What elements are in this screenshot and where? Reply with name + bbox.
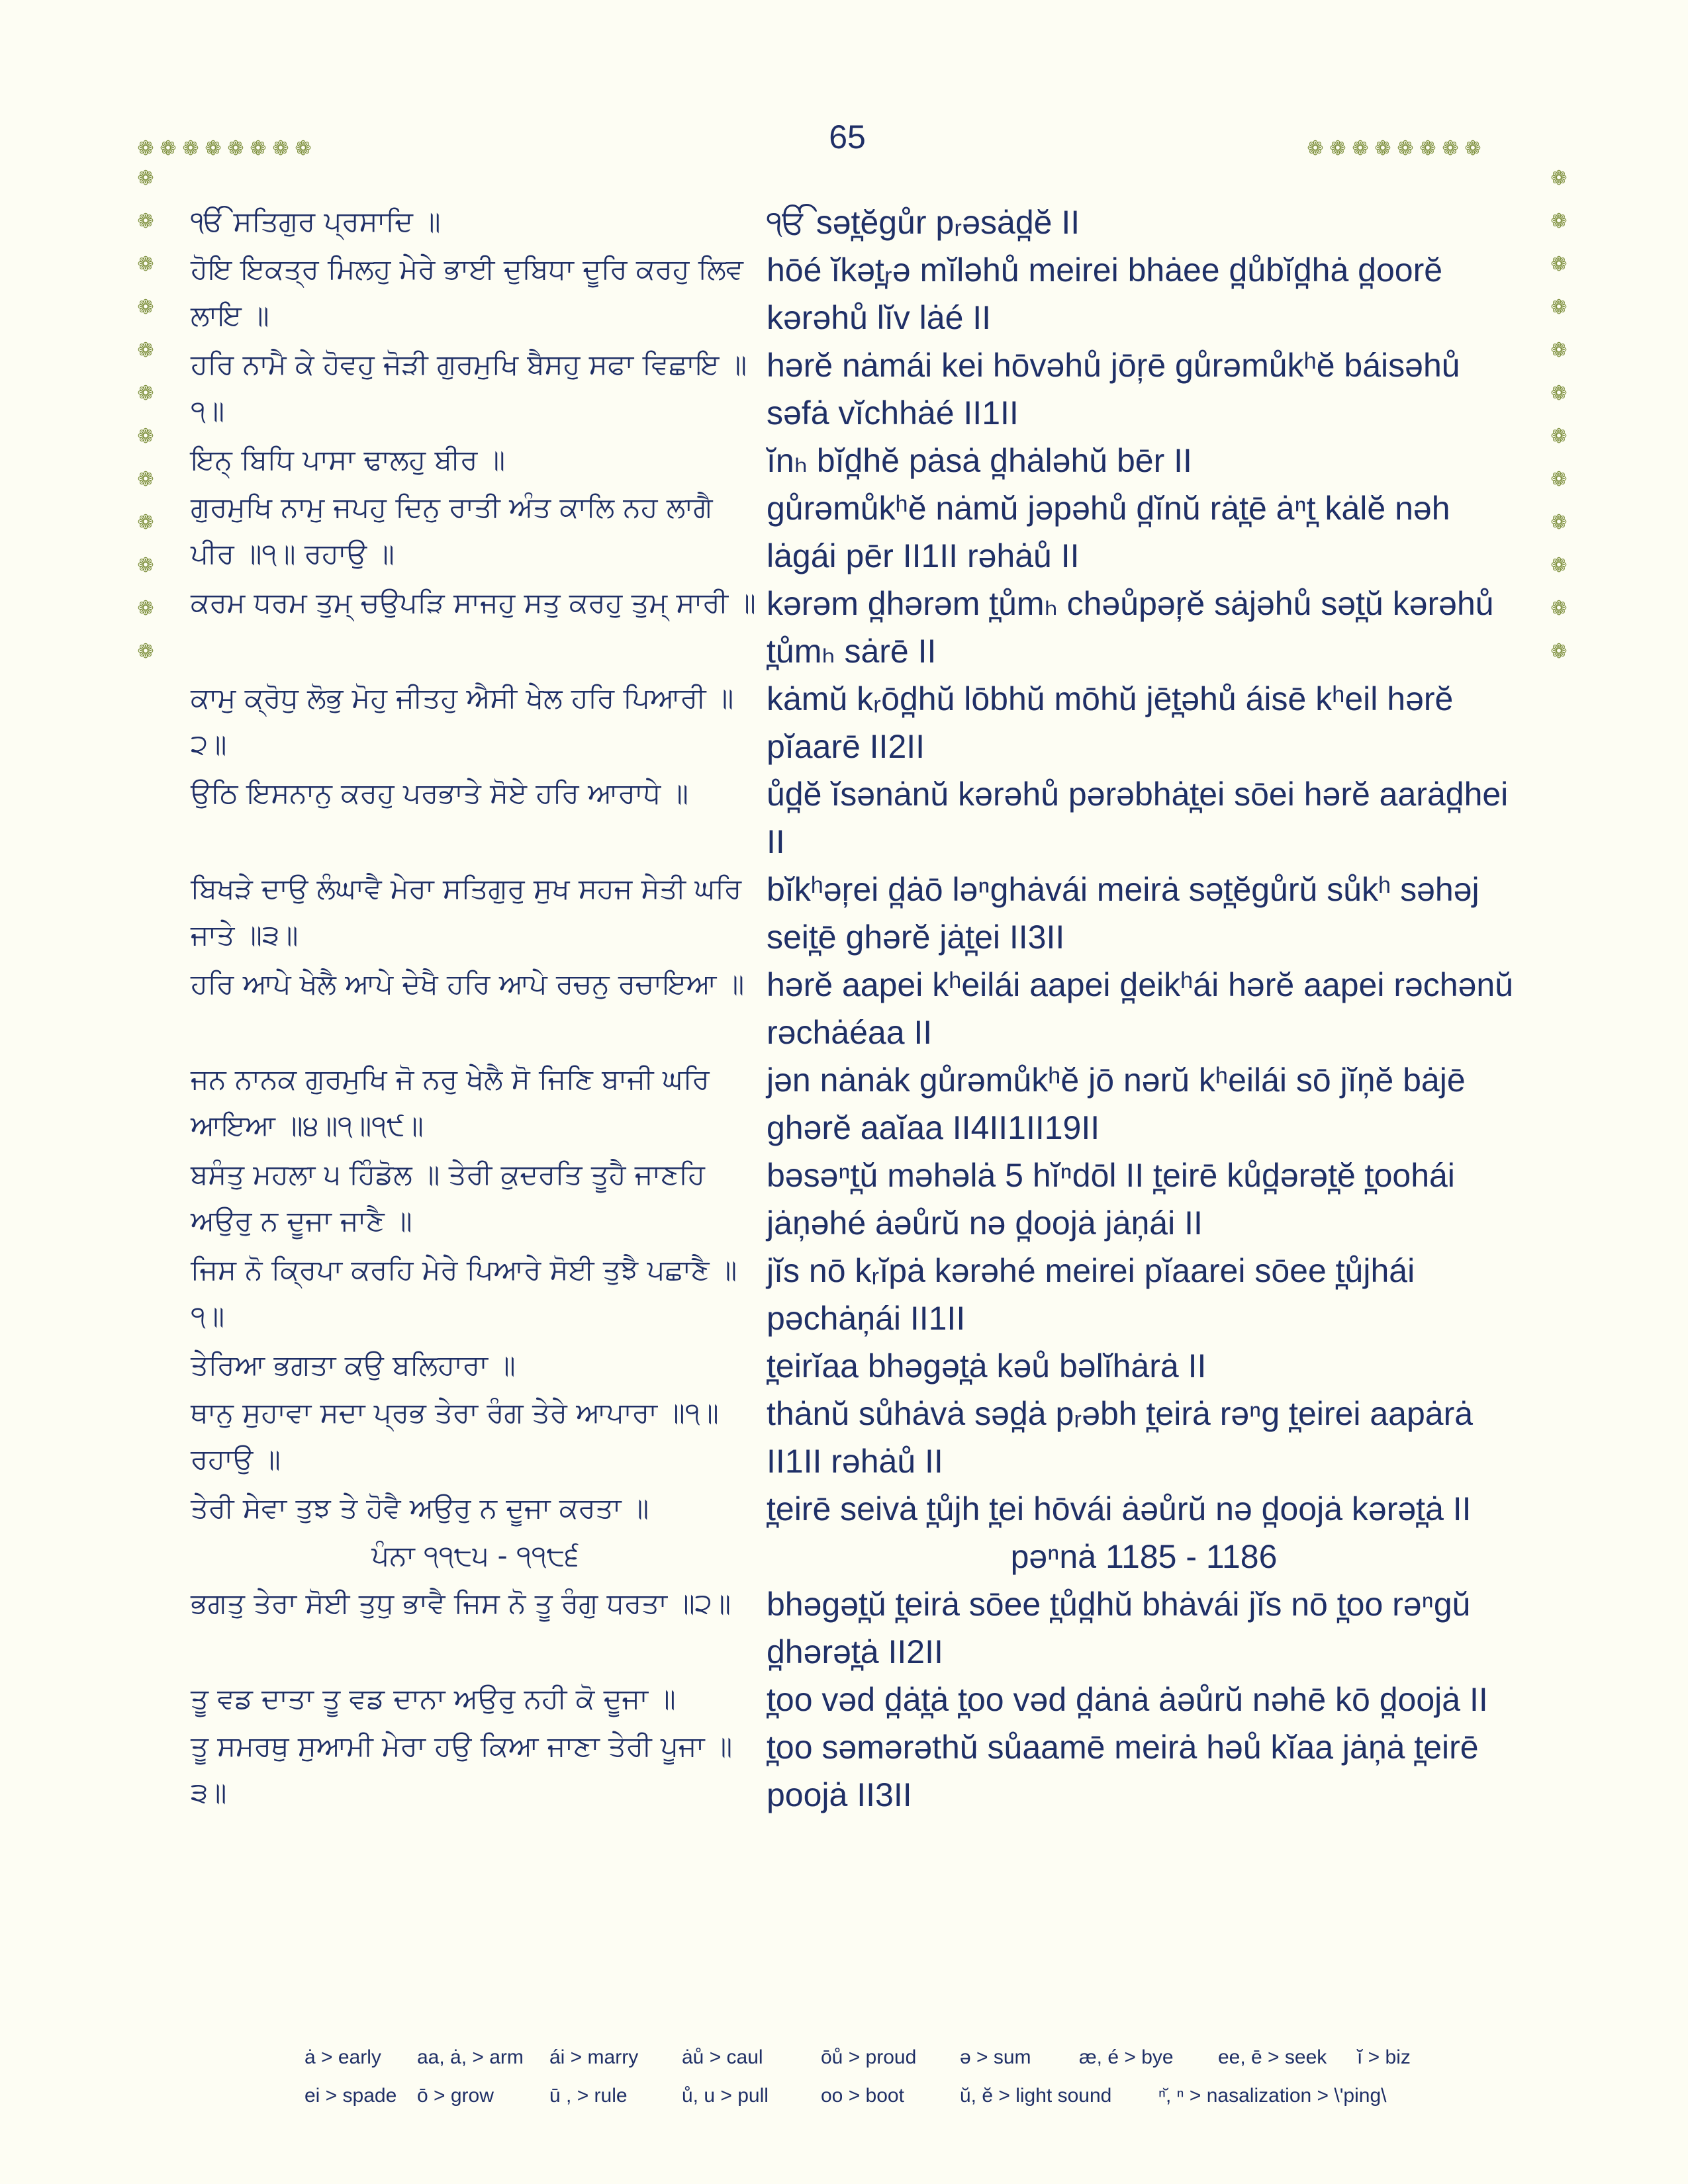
gurmukhi-text: ਥਾਨੁ ਸੁਹਾਵਾ ਸਦਾ ਪ੍ਰਭ ਤੇਰਾ ਰੰਗ ਤੇਰੇ ਆਪਾਰਾ ॥੧॥ ਰਹਾਉ ॥ <box>191 1396 719 1475</box>
verse-row <box>191 437 1521 484</box>
transliteration-text: bhəgət̪ŭ t̪eirȧ sōee t̪ůd̪hŭ bhȧvái jĭs nō t̪oo rəⁿgŭ d̪hərət̪ȧ II2II <box>767 1586 1471 1670</box>
verse-row <box>191 1485 1521 1533</box>
gurmukhi-text: ਹੋਇ ਇਕਤ੍ਰ ਮਿਲਹੁ ਮੇਰੇ ਭਾਈ ਦੁਬਿਧਾ ਦੂਰਿ ਕਰਹੁ ਲਿਵ ਲਾਇ ॥ <box>191 253 743 332</box>
flower-icon: ❁ <box>137 468 154 491</box>
transliteration-text: t̪oo səmərəthŭ sůaamē meirȧ həů kĭaa jȧņȧ t̪eirē poojȧ II3II <box>767 1729 1479 1813</box>
transliteration-text: bəsəⁿt̪ŭ məhəlȧ 5 hĭⁿdōl II t̪eirē kůd̪ərət̪ĕ t̪oohái jȧņəhé ȧəůrŭ nə d̪oojȧ jȧņái II <box>767 1157 1455 1242</box>
verse-row <box>191 1056 1521 1152</box>
verse-row <box>191 675 1521 770</box>
flower-icon: ❁ <box>205 137 222 160</box>
legend-item: ei > spade <box>305 2085 397 2107</box>
flower-icon: ❁ <box>250 137 267 160</box>
flower-icon: ❁ <box>1550 640 1568 663</box>
legend-item: ōů > proud <box>821 2046 917 2068</box>
legend-item: ȧů > caul <box>682 2046 763 2068</box>
transliteration-text: t̪eirē seivȧ t̪ůjh t̪ei hōvái ȧəůrŭ nə d̪oojȧ kərət̪ȧ II <box>767 1490 1472 1527</box>
flower-icon: ❁ <box>137 554 154 577</box>
gurmukhi-text: ਇਨ੍ ਬਿਧਿ ਪਾਸਾ ਢਾਲਹੁ ਬੀਰ ॥ <box>191 443 506 476</box>
transliteration-text: kərəm d̪hərəm t̪ůmₕ chəůpəŗĕ sȧjəhů sət̪ŭ kərəhů t̪ůmₕ sȧrē II <box>767 585 1494 670</box>
verse-row <box>191 1152 1521 1247</box>
legend-item: ĭ > biz <box>1357 2046 1411 2068</box>
gurmukhi-text: ਜਨ ਨਾਨਕ ਗੁਰਮੁਖਿ ਜੋ ਨਰੁ ਖੇਲੈ ਸੋ ਜਿਣਿ ਬਾਜੀ ਘਰਿ ਆਇਆ ॥੪॥੧॥੧੯॥ <box>191 1063 710 1142</box>
flower-icon: ❁ <box>1550 468 1568 491</box>
flower-icon: ❁ <box>1550 554 1568 577</box>
verse-row <box>191 1676 1521 1723</box>
verse-row <box>191 1533 1521 1580</box>
flower-icon: ❁ <box>1550 296 1568 319</box>
flower-icon: ❁ <box>1307 137 1324 160</box>
transliteration-text: hərĕ aapei kʰeilái aapei d̪eikʰái hərĕ aapei rəchənŭ rəchȧéaa II <box>767 966 1514 1051</box>
flower-icon: ❁ <box>272 137 289 160</box>
flower-icon: ❁ <box>1550 511 1568 534</box>
verse-row <box>191 1580 1521 1676</box>
gurmukhi-text: ਹਰਿ ਨਾਮੈ ਕੇ ਹੋਵਹੁ ਜੋੜੀ ਗੁਰਮੁਖਿ ਬੈਸਹੁ ਸਫਾ ਵਿਛਾਇ ॥੧॥ <box>191 348 747 427</box>
legend-item: ū , > rule <box>549 2085 628 2107</box>
flower-icon: ❁ <box>295 137 312 160</box>
flower-icon: ❁ <box>137 167 154 190</box>
flower-icon: ❁ <box>137 253 154 276</box>
legend-row <box>305 2077 1562 2115</box>
flower-icon: ❁ <box>137 296 154 319</box>
verse-row <box>191 961 1521 1056</box>
transliteration-text: ੴ sət̪ĕgůr pᵣəsȧd̪ĕ II <box>767 204 1080 241</box>
verse-row <box>191 1342 1521 1390</box>
page-number: 65 <box>829 118 866 156</box>
gurmukhi-text: ਤੂ ਸਮਰਥੁ ਸੁਆਮੀ ਮੇਰਾ ਹਉ ਕਿਆ ਜਾਣਾ ਤੇਰੀ ਪੂਜਾ ॥੩॥ <box>191 1730 733 1809</box>
transliteration-text: pəⁿnȧ 1185 - 1186 <box>1010 1538 1278 1575</box>
legend-item: ⁿ̆, ⁿ > nasalization > \'ping\ <box>1158 2085 1387 2107</box>
flower-icon: ❁ <box>1464 137 1481 160</box>
transliteration-text: hōé ĭkət̪ᵣə mĭləhů meirei bhȧee d̪ůbĭd̪hȧ d̪oorĕ kərəhů lĭv lȧé II <box>767 251 1443 336</box>
gurmukhi-text: ਉਠਿ ਇਸਨਾਨੁ ਕਰਹੁ ਪਰਭਾਤੇ ਸੋਏ ਹਰਿ ਆਰਾਧੇ ॥ <box>191 777 688 809</box>
transliteration-text: ĭnₕ bĭd̪hĕ pȧsȧ d̪hȧləhŭ bēr II <box>767 442 1192 479</box>
verse-row <box>191 1723 1521 1819</box>
gurmukhi-text: ਤੇਰੀ ਸੇਵਾ ਤੁਝ ਤੇ ਹੋਵੈ ਅਉਰੁ ਨ ਦੂਜਾ ਕਰਤਾ ॥ <box>191 1492 649 1524</box>
transliteration-text: thȧnŭ sůhȧvȧ səd̪ȧ pᵣəbh t̪eirȧ rəⁿg t̪eirei aapȧrȧ II1II rəhȧů II <box>767 1395 1474 1480</box>
gurmukhi-text: ਭਗਤੁ ਤੇਰਾ ਸੋਈ ਤੁਧੁ ਭਾਵੈ ਜਿਸ ਨੋ ਤੂ ਰੰਗੁ ਧਰਤਾ ॥੨॥ <box>191 1587 731 1619</box>
gurmukhi-text: ਕਰਮ ਧਰਮ ਤੁਮ੍ ਚਉਪੜਿ ਸਾਜਹੁ ਸਤੁ ਕਰਹੁ ਤੁਮ੍ ਸਾਰੀ ॥ <box>191 586 756 619</box>
gurmukhi-text: ੴ ਸਤਿਗੁਰ ਪ੍ਰਸਾਦਿ ॥ <box>191 205 441 238</box>
verse-row <box>191 1247 1521 1342</box>
verse-row <box>191 341 1521 437</box>
flower-icon: ❁ <box>137 339 154 362</box>
flower-icon: ❁ <box>137 511 154 534</box>
transliteration-text: kȧmŭ kᵣōd̪hŭ lōbhŭ mōhŭ jēt̪əhů áisē kʰeil hərĕ pĭaarē II2II <box>767 680 1454 765</box>
flower-icon: ❁ <box>1329 137 1346 160</box>
gurmukhi-text: ਕਾਮੁ ਕ੍ਰੋਧੁ ਲੋਭੁ ਮੋਹੁ ਜੀਤਹੁ ਐਸੀ ਖੇਲ ਹਰਿ ਪਿਆਰੀ ॥੨॥ <box>191 682 734 760</box>
gurmukhi-text: ਬਸੰਤੁ ਮਹਲਾ ੫ ਹਿੰਡੋਲ ॥ ਤੇਰੀ ਕੁਦਰਤਿ ਤੂਹੈ ਜਾਣਹਿ ਅਉਰੁ ਨ ਦੂਜਾ ਜਾਣੈ ॥ <box>191 1158 705 1237</box>
legend-item: oo > boot <box>821 2085 904 2107</box>
flower-icon: ❁ <box>137 210 154 233</box>
transliteration-text: hərĕ nȧmái kei hōvəhů jōŗē gůrəmůkʰĕ báisəhů səfȧ vĭchhȧé II1II <box>767 347 1460 432</box>
verse-row <box>191 1390 1521 1485</box>
verse-row <box>191 246 1521 341</box>
verse-row <box>191 866 1521 961</box>
flower-icon: ❁ <box>182 137 199 160</box>
transliteration-text: bĭkʰəŗei d̪ȧō ləⁿghȧvái meirȧ sət̪ĕgůrŭ sůkʰ səhəj seit̪ē ghərĕ jȧt̪ei II3II <box>767 871 1479 956</box>
gurmukhi-text: ਤੂ ਵਡ ਦਾਤਾ ਤੂ ਵਡ ਦਾਨਾ ਅਉਰੁ ਨਹੀ ਕੋ ਦੂਜਾ ॥ <box>191 1682 676 1715</box>
verse-row <box>191 580 1521 675</box>
flower-icon: ❁ <box>1550 339 1568 362</box>
flower-icon: ❁ <box>1374 137 1391 160</box>
flower-icon: ❁ <box>1550 425 1568 448</box>
legend-item: ŭ, ĕ > light sound <box>960 2085 1112 2107</box>
verse-row <box>191 484 1521 580</box>
gurmukhi-text: ਜਿਸ ਨੋ ਕ੍ਰਿਪਾ ਕਰਹਿ ਮੇਰੇ ਪਿਆਰੇ ਸੋਈ ਤੁਝੈ ਪਛਾਣੈ ॥੧॥ <box>191 1253 737 1332</box>
transliteration-text: t̪eirĭaa bhəgət̪ȧ kəů bəlĭhȧrȧ II <box>767 1347 1207 1385</box>
flower-icon: ❁ <box>1550 210 1568 233</box>
legend-item: aa, ȧ, > arm <box>417 2046 524 2068</box>
flower-icon: ❁ <box>1442 137 1459 160</box>
legend-item: ə > sum <box>960 2046 1031 2068</box>
flower-icon: ❁ <box>137 137 154 160</box>
flower-icon: ❁ <box>227 137 244 160</box>
flower-icon: ❁ <box>137 640 154 663</box>
verse-row <box>191 199 1521 246</box>
transliteration-text: t̪oo vəd d̪ȧt̪ȧ t̪oo vəd d̪ȧnȧ ȧəůrŭ nəhē kō d̪oojȧ II <box>767 1681 1488 1718</box>
legend-item: ō > grow <box>417 2085 494 2107</box>
flower-icon: ❁ <box>1419 137 1436 160</box>
flower-icon: ❁ <box>1550 597 1568 620</box>
legend-item: ee, ē > seek <box>1218 2046 1327 2068</box>
gurmukhi-text: ਪੰਨਾ ੧੧੮੫ - ੧੧੮੬ <box>371 1539 579 1572</box>
legend-row <box>305 2038 1562 2077</box>
gurmukhi-text: ਗੁਰਮੁਖਿ ਨਾਮੁ ਜਪਹੁ ਦਿਨੁ ਰਾਤੀ ਅੰਤ ਕਾਲਿ ਨਹ ਲਾਗੈ ਪੀਰ ॥੧॥ ਰਹਾਉ ॥ <box>191 491 713 570</box>
verse-table <box>191 199 1521 1819</box>
flower-icon: ❁ <box>137 425 154 448</box>
legend-item: ȧ > early <box>305 2046 381 2068</box>
flower-icon: ❁ <box>1550 382 1568 405</box>
verse-row <box>191 770 1521 866</box>
flower-icon: ❁ <box>137 382 154 405</box>
flower-icon: ❁ <box>1352 137 1369 160</box>
transliteration-text: ůd̪ĕ ĭsənȧnŭ kərəhů pərəbhȧt̪ei sōei hərĕ aarȧd̪hei II <box>767 776 1509 860</box>
transliteration-text: jən nȧnȧk gůrəmůkʰĕ jō nərŭ kʰeilái sō jĭņĕ bȧjē ghərĕ aaĭaa II4II1II19II <box>767 1062 1466 1146</box>
flower-icon: ❁ <box>137 597 154 620</box>
flower-icon: ❁ <box>1550 253 1568 276</box>
pronunciation-legend <box>305 2038 1562 2115</box>
transliteration-text: gůrəmůkʰĕ nȧmŭ jəpəhů d̪ĭnŭ rȧt̪ē ȧⁿt̪ kȧlĕ nəh lȧgái pēr II1II rəhȧů II <box>767 490 1450 574</box>
transliteration-text: jĭs nō kᵣĭpȧ kərəhé meirei pĭaarei sōee t̪ůjhái pəchȧņái II1II <box>767 1252 1415 1337</box>
gurmukhi-text: ਬਿਖੜੇ ਦਾਉ ਲੰਘਾਵੈ ਮੇਰਾ ਸਤਿਗੁਰੁ ਸੁਖ ਸਹਜ ਸੇਤੀ ਘਰਿ ਜਾਤੇ ॥੩॥ <box>191 872 742 951</box>
gurmukhi-text: ਹਰਿ ਆਪੇ ਖੇਲੈ ਆਪੇ ਦੇਖੈ ਹਰਿ ਆਪੇ ਰਚਨੁ ਰਚਾਇਆ ॥ <box>191 968 745 1000</box>
flower-icon: ❁ <box>160 137 177 160</box>
legend-item: ů, u > pull <box>682 2085 769 2107</box>
gurmukhi-text: ਤੇਰਿਆ ਭਗਤਾ ਕਉ ਬਲਿਹਾਰਾ ॥ <box>191 1349 516 1381</box>
legend-item: ái > marry <box>549 2046 639 2068</box>
flower-icon: ❁ <box>1397 137 1414 160</box>
flower-icon: ❁ <box>1550 167 1568 190</box>
legend-item: æ, é > bye <box>1079 2046 1174 2068</box>
